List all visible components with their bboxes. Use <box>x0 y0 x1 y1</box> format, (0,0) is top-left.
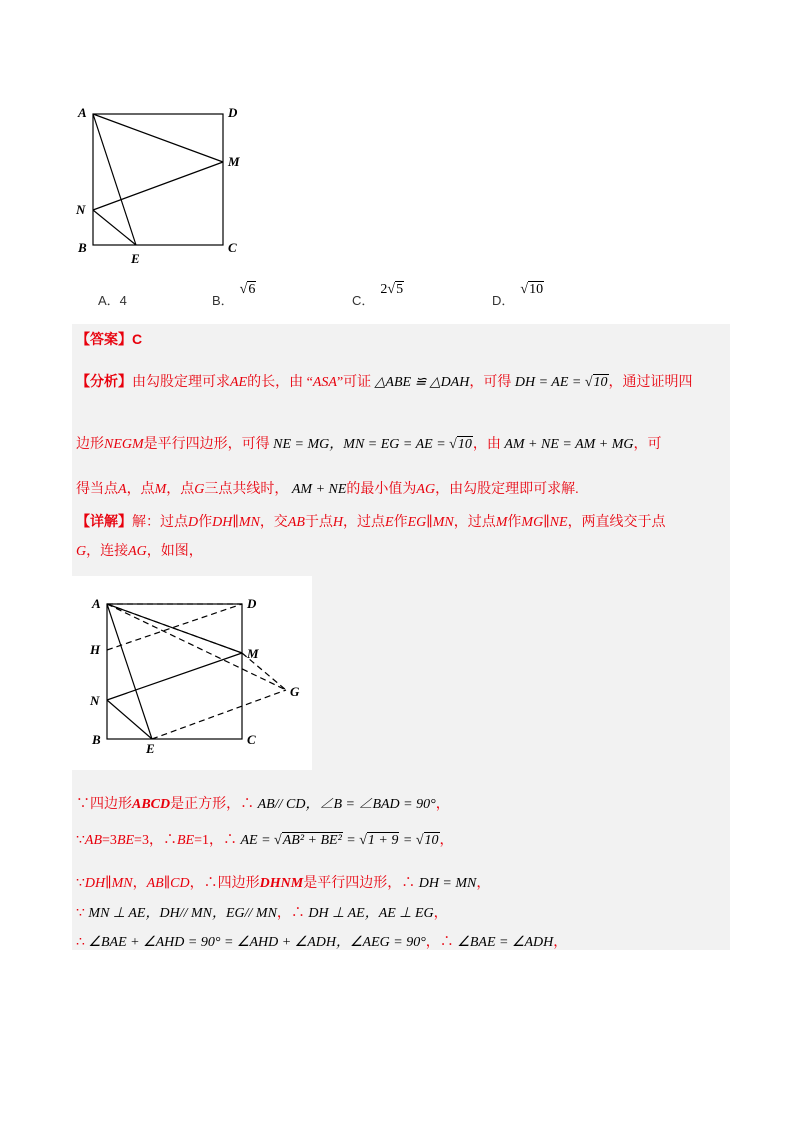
detail-line-1 <box>76 511 666 531</box>
dashed-eg <box>152 690 286 739</box>
text: H <box>332 515 344 530</box>
text: ，如图， <box>146 544 203 559</box>
text: MG∥NE <box>521 515 568 530</box>
step-3 <box>76 872 490 892</box>
text: ， <box>425 935 440 950</box>
text: ，点 <box>166 482 195 497</box>
text: ，交 <box>259 515 288 530</box>
text: AB <box>84 833 103 848</box>
math-dh-mn: DH = MN <box>418 876 477 891</box>
text: ∵四边形 <box>76 797 132 812</box>
math-dh-perp: DH ⊥ AE，AE ⊥ EG <box>308 906 434 921</box>
choice-c-value: 5 <box>396 282 404 297</box>
math-congruence: △ABE ≌ △DAH <box>374 375 470 390</box>
label-e: E <box>146 741 155 755</box>
text: DH∥MN <box>212 515 260 530</box>
math-angle-eq: ∠BAE = ∠ADH <box>457 935 554 950</box>
math-am-ne: AM + NE = AM + MG <box>504 437 634 452</box>
text: 的长，由 “ <box>247 375 313 390</box>
analysis-line-2: 边形NEGM是平行四边形，可得 NE = MG，MN = EG = AE = √10，由 AM + NE = AM + MG，可 <box>76 437 662 452</box>
math-square-props: AB// CD，∠B = ∠BAD = 90° <box>257 797 436 812</box>
choice-b[interactable]: B．√6 <box>212 282 256 308</box>
text: 的最小值为 <box>346 482 417 497</box>
square-outline <box>107 604 242 739</box>
math-angle-sum: ∠BAE + ∠AHD = 90° = ∠AHD + ∠ADH，∠AEG = 90° <box>88 935 426 950</box>
segment-am <box>93 114 223 162</box>
text: ， <box>476 876 491 891</box>
text: ∴ <box>162 833 177 848</box>
text: AE <box>230 375 248 390</box>
label-d: D <box>247 596 257 611</box>
text: D <box>188 515 199 530</box>
text: ∵ <box>76 833 85 848</box>
step-1 <box>76 793 450 813</box>
text: G <box>194 482 205 497</box>
text: ∴ <box>240 797 255 812</box>
text: AG <box>128 544 147 559</box>
step-4 <box>76 902 448 922</box>
detail-line-2 <box>76 540 203 560</box>
text: ，两直线交于点 <box>567 515 666 530</box>
math-am-ne: AM + NE <box>291 482 347 497</box>
text: ，连接 <box>86 544 129 559</box>
text: ∴ <box>439 935 454 950</box>
text: ，通过证明四 <box>608 375 693 390</box>
choice-b-value: 6 <box>248 282 256 297</box>
text: 解：过点 <box>132 515 188 530</box>
text: ∵ <box>76 906 85 921</box>
label-b: B <box>92 732 101 747</box>
text: 是平行四边形，∴ <box>303 876 416 891</box>
math-sqrt10: 10 <box>424 833 439 848</box>
math-perpendicular: MN ⊥ AE，DH// MN，EG// MN <box>88 906 277 921</box>
label-e: E <box>131 251 140 266</box>
label-n: N <box>76 202 86 217</box>
text: BE <box>176 833 195 848</box>
step-5 <box>76 931 567 951</box>
text: G <box>76 544 87 559</box>
text: ，可得 <box>469 375 512 390</box>
math-ae: AE = <box>240 833 275 848</box>
text: ，可 <box>633 437 662 452</box>
analysis-line-3 <box>76 478 579 498</box>
text: =1， <box>194 833 223 848</box>
text: ，过点 <box>343 515 386 530</box>
choice-c-coef: 2 <box>380 282 388 297</box>
text: = <box>342 833 360 848</box>
text: ∴ <box>290 906 305 921</box>
label-n: N <box>90 693 100 708</box>
text: =3 <box>102 833 117 848</box>
text: ， <box>439 833 454 848</box>
label-d: D <box>228 105 238 120</box>
figure-square-abcd <box>70 100 260 270</box>
dashed-ag <box>107 604 286 690</box>
choice-b-label: B． <box>212 293 234 308</box>
text: 由勾股定理可求 <box>132 375 230 390</box>
text: M <box>154 482 167 497</box>
math-sqrt-1-9: 1 + 9 <box>367 833 399 848</box>
text: ASA <box>312 375 337 390</box>
label-a: A <box>92 596 101 611</box>
segment-nm <box>93 162 223 210</box>
answer-line <box>76 329 142 349</box>
text: ∴ <box>76 935 85 950</box>
text: 边形 <box>76 437 104 452</box>
text: DH∥MN <box>84 876 133 891</box>
segment-nm <box>107 653 242 700</box>
analysis-tag: 【分析】 <box>76 375 132 390</box>
text: ， <box>433 906 448 921</box>
text: 三点共线时， <box>204 482 289 497</box>
text: 是正方形， <box>170 797 241 812</box>
text: AB <box>287 515 305 530</box>
text: ， <box>435 797 450 812</box>
text: NEGM <box>104 437 144 452</box>
choice-d-value: 10 <box>529 282 544 297</box>
text: = <box>399 833 416 848</box>
text: ，点 <box>126 482 155 497</box>
text: DHNM <box>259 876 304 891</box>
text: AG <box>416 482 436 497</box>
text: 作 <box>507 515 522 530</box>
text: A <box>118 482 127 497</box>
text: ， <box>276 906 291 921</box>
choice-c[interactable]: C．2√5 <box>352 282 404 308</box>
text: ABCD <box>132 797 171 812</box>
math-sqrt10: 10 <box>457 437 472 452</box>
text: 是平行四边形，可得 <box>143 437 270 452</box>
text: ，过点 <box>453 515 496 530</box>
label-m: M <box>228 154 240 169</box>
text: ，∴四边形 <box>189 876 260 891</box>
text: EG∥MN <box>407 515 454 530</box>
segment-ae <box>93 114 136 245</box>
text: =3， <box>134 833 163 848</box>
choice-a[interactable] <box>98 290 127 309</box>
text: 作 <box>198 515 213 530</box>
choice-d[interactable]: D．√10 <box>492 282 544 308</box>
text: 于点 <box>304 515 333 530</box>
text: ∵ <box>76 876 85 891</box>
segment-ne <box>93 210 136 245</box>
text: ∴ <box>222 833 237 848</box>
analysis-line-1: 【分析】由勾股定理可求AE的长，由 “ASA”可证 △ABE ≌ △DAH，可得 DH = AE = √10，通过证明四 <box>76 375 693 390</box>
label-m: M <box>247 646 259 661</box>
text: M <box>495 515 508 530</box>
text: ， <box>132 876 147 891</box>
text: 作 <box>393 515 408 530</box>
text: ”可证 <box>336 375 372 390</box>
text: ，由勾股定理即可求解. <box>435 482 579 497</box>
choice-d-label: D． <box>492 293 515 308</box>
text: 得当点 <box>76 482 118 497</box>
choice-a-label: A．4 <box>98 293 127 308</box>
figure-construction <box>80 590 310 755</box>
text: E <box>385 515 394 530</box>
text: BE <box>116 833 135 848</box>
text: AB∥CD <box>146 876 190 891</box>
detail-tag: 【详解】 <box>76 515 132 530</box>
math-ne-mg: NE = MG，MN = EG = AE = <box>273 437 450 452</box>
label-g: G <box>290 684 300 699</box>
label-c: C <box>247 732 256 747</box>
answer-value: C <box>132 331 143 347</box>
answer-tag: 【答案】 <box>76 331 132 347</box>
label-h: H <box>90 642 101 657</box>
text: ，由 <box>472 437 501 452</box>
math-dh-ae: DH = AE = <box>514 375 585 390</box>
choice-c-label: C． <box>352 293 375 308</box>
label-a: A <box>78 105 87 120</box>
math-sqrt10: 10 <box>593 375 608 390</box>
label-b: B <box>78 240 87 255</box>
label-c: C <box>228 240 237 255</box>
step-2: ∵AB=3BE=3，∴BE=1，∴ AE = √AB² + BE² = √1 + 9 = √10， <box>76 833 454 848</box>
math-sqrt-sum: AB² + BE² <box>282 833 342 848</box>
text: ， <box>553 935 568 950</box>
